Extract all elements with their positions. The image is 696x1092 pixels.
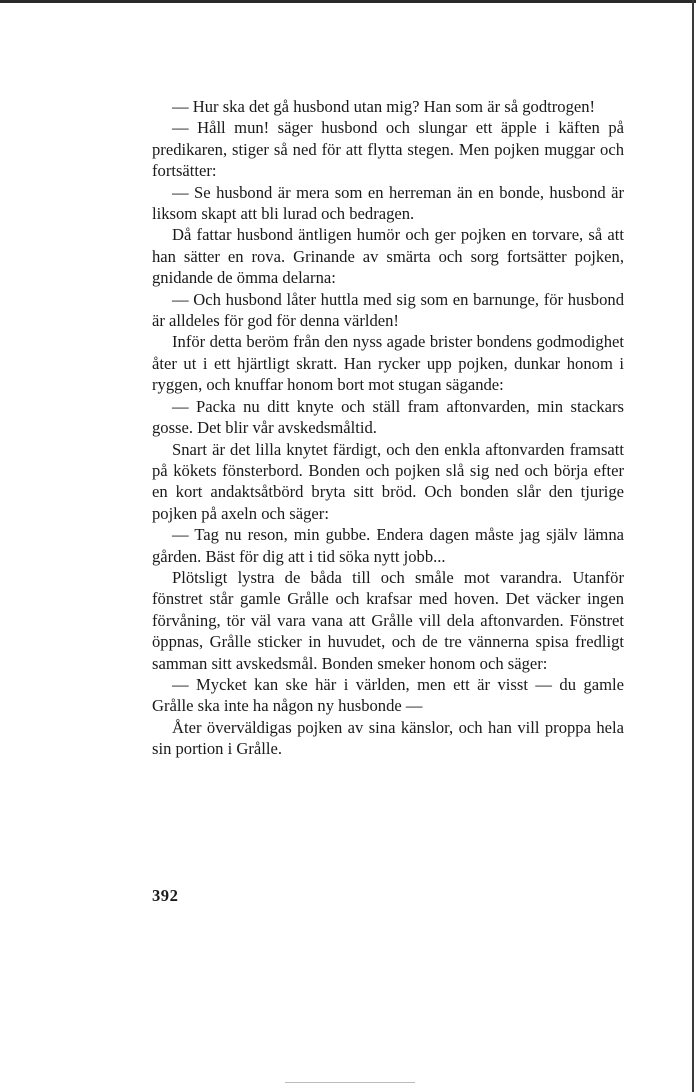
paragraph: — Packa nu ditt knyte och ställ fram aftonvarden, min stackars gosse. Det blir vår avskedsmåltid. xyxy=(152,396,624,438)
paragraph: Plötsligt lystra de båda till och småle mot varandra. Utanför fönstret står gamle Grålle och krafsar med hoven. Det väcker ingen förvåning, tör väl vara vana att Grålle vill dela aftonvarden. Fönstret öppnas, Grålle sticker in huvudet, och de tre vännerna spisa fredligt samman sitt avskedsmål. Bonden smeker honom och säger: xyxy=(152,567,624,673)
page-number: 392 xyxy=(152,886,179,905)
paragraph: — Och husbond låter huttla med sig som en barnunge, för husbond är alldeles för god för denna världen! xyxy=(152,289,624,331)
paragraph: — Mycket kan ske här i världen, men ett är visst — du gamle Grålle ska inte ha någon ny husbonde — xyxy=(152,674,624,716)
paragraph: Snart är det lilla knytet färdigt, och den enkla aftonvarden framsatt på kökets fönsterbord. Bonden och pojken slå sig ned och börja efter en kort andaktsåtbörd bryta sitt bröd. Och bonden slår den tjurige pojken på axeln och säger: xyxy=(152,439,624,523)
page-top-edge xyxy=(0,0,696,3)
page-bottom-mark xyxy=(285,1082,415,1083)
paragraph: — Håll mun! säger husbond och slungar ett äpple i käften på predikaren, stiger så ned för att flytta stegen. Men pojken muggar och fortsätter: xyxy=(152,118,624,181)
paragraph: Då fattar husbond äntligen humör och ger pojken en torvare, så att han sätter en rova. Grinande av smärta och sorg fortsätter pojken, gnidande de ömma delarna: xyxy=(152,225,624,288)
body-text xyxy=(152,96,624,760)
paragraph: Inför detta beröm från den nyss agade brister bondens godmodighet åter ut i ett hjärtligt skratt. Han rycker upp pojken, dunkar honom i ryggen, och knuffar honom bort mot stugan sägande: xyxy=(152,332,624,395)
paragraph: — Se husbond är mera som en herreman än en bonde, husbond är liksom skapt att bli lurad och bedragen. xyxy=(152,182,624,224)
paragraph: — Tag nu reson, min gubbe. Endera dagen måste jag själv lämna gården. Bäst för dig att i tid söka nytt jobb... xyxy=(152,525,624,566)
paragraph: — Hur ska det gå husbond utan mig? Han som är så godtrogen! xyxy=(172,97,596,116)
page-right-edge xyxy=(692,0,694,1092)
paragraph: Åter överväldigas pojken av sina känslor, och han vill proppa hela sin portion i Grålle. xyxy=(152,717,624,759)
